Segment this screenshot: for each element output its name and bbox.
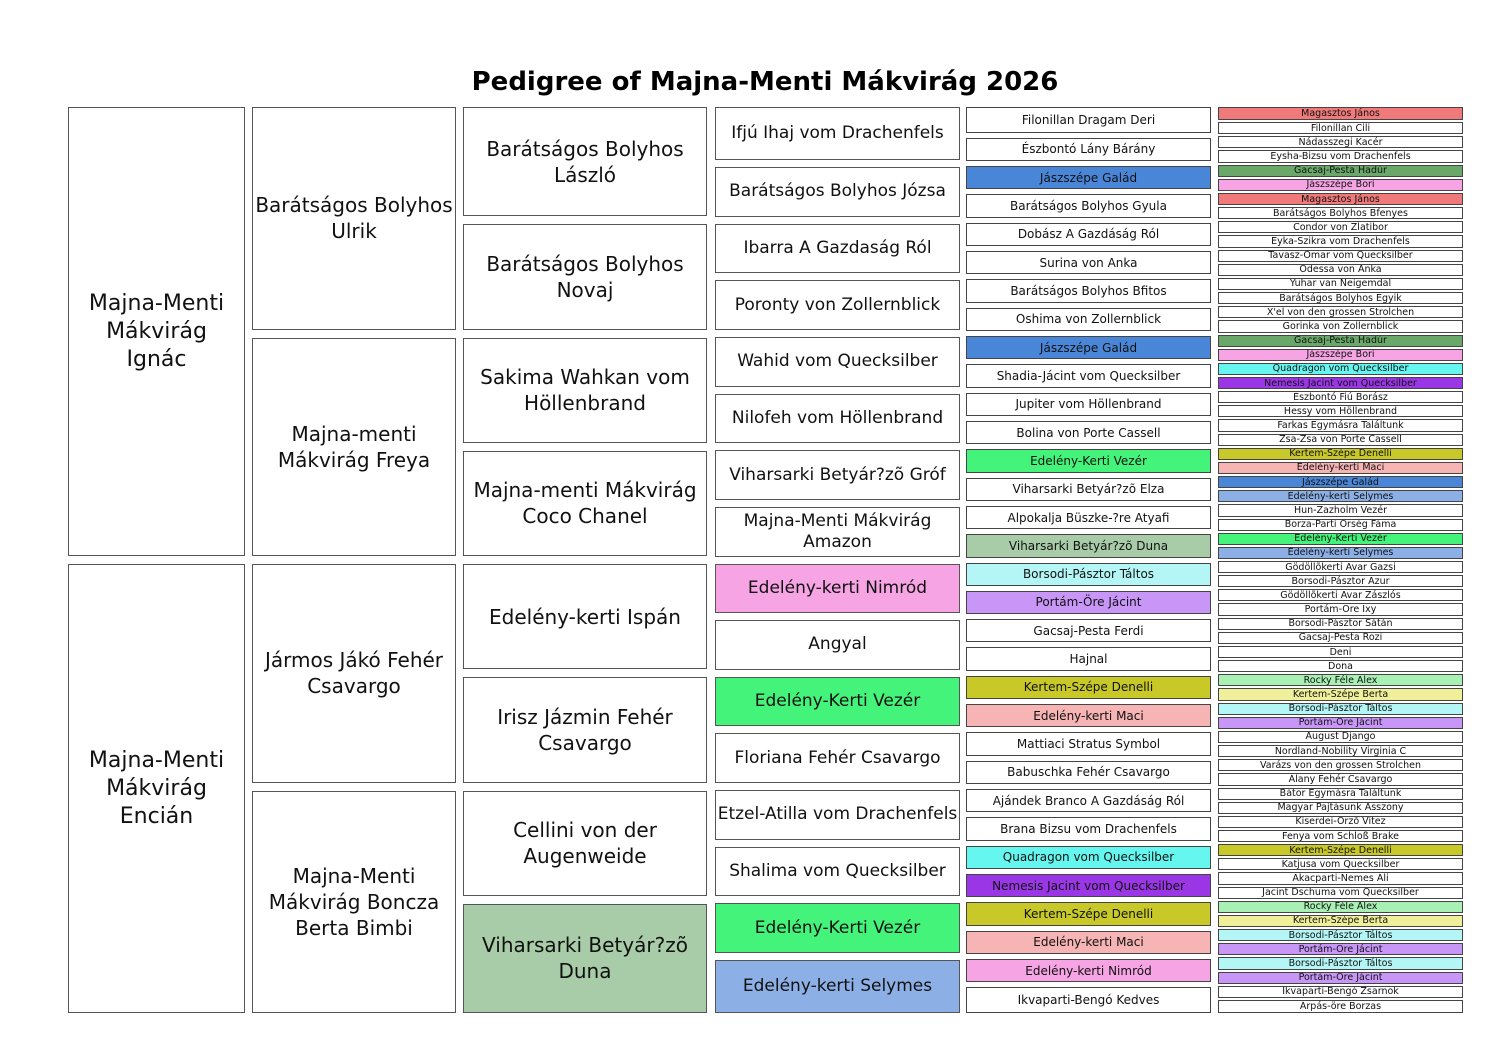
g6-ancestor: Edelény-kerti Maci: [1218, 462, 1463, 474]
g5-ancestor: Kertem-Szépe Denelli: [966, 676, 1211, 699]
g1-ancestor: Majna-Menti Mákvirág Encián: [68, 564, 245, 1013]
g6-ancestor: Portám-Öre Ixy: [1218, 603, 1463, 615]
g2-ancestor: Majna-Menti Mákvirág Boncza Berta Bimbi: [252, 791, 456, 1014]
g6-ancestor: Portám-Öre Jácint: [1218, 717, 1463, 729]
g3-ancestor: Viharsarki Betyár?zõ Duna: [463, 904, 707, 1013]
g6-ancestor: Hessy vom Höllenbrand: [1218, 405, 1463, 417]
g6-ancestor: Edelény-kerti Selymes: [1218, 490, 1463, 502]
g6-ancestor: X'el von den grossen Strolchen: [1218, 306, 1463, 318]
g4-ancestor: Angyal: [715, 620, 960, 670]
g6-ancestor: Borsodi-Pásztor Sátán: [1218, 618, 1463, 630]
g5-ancestor: Bolina von Porte Cassell: [966, 421, 1211, 444]
g5-ancestor: Alpokalja Büszke-?re Atyafi: [966, 506, 1211, 529]
g6-ancestor: Jászszépe Galád: [1218, 476, 1463, 488]
g5-ancestor: Barátságos Bolyhos Gyula: [966, 194, 1211, 217]
g4-ancestor: Nilofeh vom Höllenbrand: [715, 394, 960, 444]
g6-ancestor: Alany Fehér Csavargo: [1218, 773, 1463, 785]
g5-ancestor: Barátságos Bolyhos Bfitos: [966, 279, 1211, 302]
g6-ancestor: Portám-Öre Jácint: [1218, 943, 1463, 955]
g4-ancestor: Floriana Fehér Csavargo: [715, 733, 960, 783]
g5-ancestor: Jászszépe Galád: [966, 166, 1211, 189]
g5-ancestor: Surina von Anka: [966, 251, 1211, 274]
g6-ancestor: Gacsaj-Pesta Hadúr: [1218, 165, 1463, 177]
g6-ancestor: Jászszépe Bori: [1218, 349, 1463, 361]
g5-ancestor: Edelény-Kerti Vezér: [966, 449, 1211, 472]
g6-ancestor: Edelény-kerti Selymes: [1218, 547, 1463, 559]
g5-ancestor: Viharsarki Betyár?zõ Duna: [966, 534, 1211, 557]
g4-ancestor: Poronty von Zollernblick: [715, 280, 960, 330]
g6-ancestor: Nordland-Nobility Virginia C: [1218, 745, 1463, 757]
g3-ancestor: Irisz Jázmin Fehér Csavargo: [463, 677, 707, 782]
g6-ancestor: Jászszépe Bori: [1218, 179, 1463, 191]
g5-ancestor: Brana Bizsu vom Drachenfels: [966, 817, 1211, 840]
g6-ancestor: Nádasszegi Kacér: [1218, 136, 1463, 148]
g4-ancestor: Viharsarki Betyár?zõ Gróf: [715, 450, 960, 500]
g6-ancestor: Magasztos János: [1218, 107, 1463, 120]
g6-ancestor: Katjusa vom Quecksilber: [1218, 858, 1463, 870]
g6-ancestor: Kertem-Szépe Berta: [1218, 688, 1463, 700]
g2-ancestor: Barátságos Bolyhos Ulrik: [252, 107, 456, 330]
g6-ancestor: Yuhar van Neigemdal: [1218, 278, 1463, 290]
g6-ancestor: Kertem-Szépe Denelli: [1218, 448, 1463, 460]
g4-ancestor: Wahid vom Quecksilber: [715, 337, 960, 387]
g2-ancestor: Jármos Jákó Fehér Csavargo: [252, 564, 456, 783]
g6-ancestor: Hun-Zazholm Vezér: [1218, 504, 1463, 516]
g3-ancestor: Sakima Wahkan vom Höllenbrand: [463, 338, 707, 443]
g6-ancestor: Gorinka von Zollernblick: [1218, 320, 1463, 332]
g6-ancestor: Borsodi-Pásztor Táltos: [1218, 957, 1463, 969]
g6-ancestor: Kertem-Szépe Denelli: [1218, 844, 1463, 856]
g5-ancestor: Ikvaparti-Bengó Kedves: [966, 987, 1211, 1013]
g6-ancestor: Gacsaj-Pesta Hadúr: [1218, 335, 1463, 347]
g6-ancestor: Eyka-Szikra vom Drachenfels: [1218, 235, 1463, 247]
page-title: Pedigree of Majna-Menti Mákvirág 2026: [471, 67, 1059, 97]
g6-ancestor: Nemesis Jacint vom Quecksilber: [1218, 377, 1463, 389]
g5-ancestor: Babuschka Fehér Csavargo: [966, 761, 1211, 784]
g6-ancestor: Dona: [1218, 660, 1463, 672]
g5-ancestor: Shadia-Jácint vom Quecksilber: [966, 364, 1211, 387]
g4-ancestor: Majna-Menti Mákvirág Amazon: [715, 507, 960, 557]
g6-ancestor: Kiserdei-Örzõ Vitez: [1218, 816, 1463, 828]
g5-ancestor: Viharsarki Betyár?zõ Elza: [966, 478, 1211, 501]
g5-ancestor: Edelény-kerti Maci: [966, 931, 1211, 954]
g6-ancestor: Fenya vom Schloß Brake: [1218, 830, 1463, 842]
g5-ancestor: Nemesis Jacint vom Quecksilber: [966, 874, 1211, 897]
g6-ancestor: Odessa von Anka: [1218, 264, 1463, 276]
g6-ancestor: Borsodi-Pásztor Táltos: [1218, 703, 1463, 715]
g2-ancestor: Majna-menti Mákvirág Freya: [252, 338, 456, 557]
g5-ancestor: Portám-Öre Jácint: [966, 591, 1211, 614]
g5-ancestor: Mattiaci Stratus Symbol: [966, 732, 1211, 755]
g5-ancestor: Quadragon vom Quecksilber: [966, 846, 1211, 869]
g6-ancestor: Borsodi-Pásztor Táltos: [1218, 929, 1463, 941]
g6-ancestor: Akacparti-Nemes Ali: [1218, 872, 1463, 884]
g6-ancestor: Condor von Zlatibor: [1218, 221, 1463, 233]
g5-ancestor: Edelény-kerti Maci: [966, 704, 1211, 727]
g6-ancestor: Barátságos Bolyhos Bfenyes: [1218, 207, 1463, 219]
g3-ancestor: Cellini von der Augenweide: [463, 791, 707, 896]
g6-ancestor: Tavasz-Omar vom Quecksilber: [1218, 250, 1463, 262]
g6-ancestor: Magyar Pajtásunk Asszony: [1218, 802, 1463, 814]
g5-ancestor: Filonillan Dragam Deri: [966, 107, 1211, 133]
g6-ancestor: Bátor Egymásra Találtunk: [1218, 788, 1463, 800]
g6-ancestor: Rocky Féle Alex: [1218, 674, 1463, 686]
g6-ancestor: Jacint Dschuma vom Quecksilber: [1218, 887, 1463, 899]
g6-ancestor: Varázs von den grossen Strolchen: [1218, 759, 1463, 771]
g4-ancestor: Ibarra A Gazdaság Ról: [715, 224, 960, 274]
g4-ancestor: Shalima vom Quecksilber: [715, 847, 960, 897]
g5-ancestor: Edelény-kerti Nimród: [966, 959, 1211, 982]
g4-ancestor: Barátságos Bolyhos Józsa: [715, 167, 960, 217]
g5-ancestor: Jászszépe Galád: [966, 336, 1211, 359]
g4-ancestor: Edelény-kerti Nimród: [715, 564, 960, 614]
g6-ancestor: Gödöllõkerti Avar Gazsi: [1218, 561, 1463, 573]
g6-ancestor: August Django: [1218, 731, 1463, 743]
g6-ancestor: Gacsaj-Pesta Rozi: [1218, 632, 1463, 644]
g5-ancestor: Észbontó Lány Bárány: [966, 138, 1211, 161]
g5-ancestor: Dobász A Gazdáság Ról: [966, 223, 1211, 246]
g6-ancestor: Gödöllõkerti Avar Zászlós: [1218, 589, 1463, 601]
g5-ancestor: Kertem-Szépe Denelli: [966, 902, 1211, 925]
g6-ancestor: Magasztos János: [1218, 193, 1463, 205]
g6-ancestor: Ikvaparti-Bengó Zsarnok: [1218, 986, 1463, 998]
g4-ancestor: Edelény-Kerti Vezér: [715, 677, 960, 727]
g6-ancestor: Kertem-Szépe Berta: [1218, 915, 1463, 927]
g5-ancestor: Borsodi-Pásztor Táltos: [966, 563, 1211, 586]
g6-ancestor: Barátságos Bolyhos Egyik: [1218, 292, 1463, 304]
g3-ancestor: Majna-menti Mákvirág Coco Chanel: [463, 451, 707, 556]
g4-ancestor: Edelény-kerti Selymes: [715, 960, 960, 1013]
g4-ancestor: Edelény-Kerti Vezér: [715, 903, 960, 953]
g5-ancestor: Jupiter vom Höllenbrand: [966, 393, 1211, 416]
g6-ancestor: Deni: [1218, 646, 1463, 658]
g6-ancestor: Borza-Parti Örség Fáma: [1218, 519, 1463, 531]
g6-ancestor: Árpás-öre Borzas: [1218, 1000, 1463, 1013]
g6-ancestor: Quadragon vom Quecksilber: [1218, 363, 1463, 375]
g6-ancestor: Észbontó Fiú Borász: [1218, 391, 1463, 403]
g6-ancestor: Rocky Féle Alex: [1218, 901, 1463, 913]
g5-ancestor: Gacsaj-Pesta Ferdi: [966, 619, 1211, 642]
g6-ancestor: Borsodi-Pásztor Azur: [1218, 575, 1463, 587]
g5-ancestor: Oshima von Zollernblick: [966, 308, 1211, 331]
g3-ancestor: Barátságos Bolyhos László: [463, 107, 707, 216]
g3-ancestor: Barátságos Bolyhos Novaj: [463, 224, 707, 329]
g5-ancestor: Ajándek Branco A Gazdáság Ról: [966, 789, 1211, 812]
g6-ancestor: Eysha-Bizsu vom Drachenfels: [1218, 150, 1463, 162]
g6-ancestor: Farkas Egymásra Találtunk: [1218, 419, 1463, 431]
g6-ancestor: Filonillan Cili: [1218, 122, 1463, 134]
g6-ancestor: Edelény-Kerti Vezér: [1218, 533, 1463, 545]
g4-ancestor: Ifjú Ihaj vom Drachenfels: [715, 107, 960, 160]
g3-ancestor: Edelény-kerti Ispán: [463, 564, 707, 669]
g1-ancestor: Majna-Menti Mákvirág Ignác: [68, 107, 245, 556]
g6-ancestor: Portám-Öre Jácint: [1218, 972, 1463, 984]
g6-ancestor: Zsa-Zsa von Porte Cassell: [1218, 434, 1463, 446]
g5-ancestor: Hajnal: [966, 647, 1211, 670]
g4-ancestor: Etzel-Atilla vom Drachenfels: [715, 790, 960, 840]
